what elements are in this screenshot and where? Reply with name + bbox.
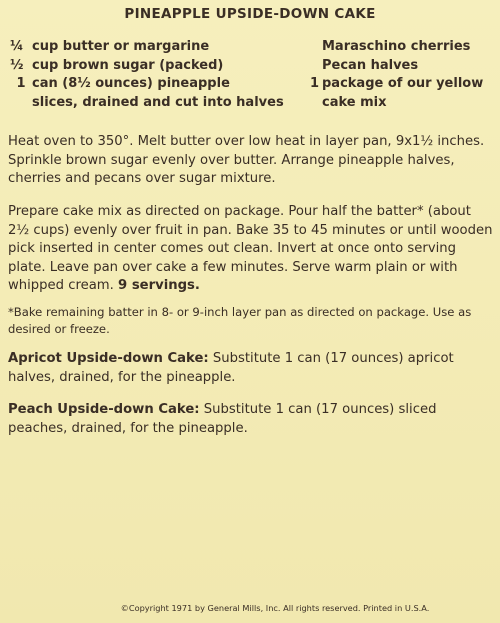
- ingredient-text: can (8½ ounces) pineapple: [32, 76, 230, 91]
- ingredient-item: [10, 75, 300, 94]
- ingredient-text: Maraschino cherries: [322, 39, 471, 54]
- servings: 9 servings.: [118, 278, 200, 293]
- ingredient-qty: 1: [310, 76, 320, 91]
- ingredient-qty: ¼: [10, 39, 24, 54]
- variation-name: Peach Upside-down Cake:: [8, 402, 200, 417]
- ingredient-text: slices, drained and cut into halves: [32, 94, 284, 110]
- ingredient-qty: ½: [10, 57, 24, 73]
- ingredient-item: [310, 94, 495, 113]
- ingredients-right: [310, 38, 495, 112]
- ingredient-text: cup brown sugar (packed): [32, 57, 224, 73]
- ingredients-left: [10, 38, 300, 112]
- ingredient-item: [310, 75, 495, 94]
- ingredient-item: [10, 94, 300, 113]
- variation-apricot: [8, 350, 494, 387]
- ingredient-text: cake mix: [322, 94, 387, 110]
- footnote: *Bake remaining batter in 8- or 9-inch layer pan as directed on package. Use as desired or freeze.: [8, 305, 472, 336]
- ingredient-item: [10, 38, 300, 57]
- ingredient-item: [310, 38, 495, 57]
- ingredient-text: package of our yellow: [322, 76, 484, 91]
- ingredient-text: cup butter or margarine: [32, 39, 210, 54]
- ingredient-qty: 1: [16, 76, 26, 91]
- variation-name: Apricot Upside-down Cake:: [8, 351, 209, 366]
- variation-peach: [8, 401, 494, 438]
- step-2-text: Prepare cake mix as directed on package. Pour half the batter* (about 2½ cups) evenly over fruit in pan. Bake 35 to 45 minutes or until wooden pick inserted in center comes out clean. Invert at once onto serving plate. Leave pan over cake a few minutes. Serve warm plain or with whipped cream.: [8, 204, 493, 293]
- recipe-title: PINEAPPLE UPSIDE-DOWN CAKE: [124, 6, 376, 22]
- step-1: Heat oven to 350°. Melt butter over low heat in layer pan, 9x1½ inches. Sprinkle brown sugar evenly over butter. Arrange pineapple halves, cherries and pecans over sugar mixture.: [8, 134, 485, 186]
- ingredient-item: [10, 57, 300, 76]
- variation-text: Substitute 1 can (17 ounces) sliced peaches, drained, for the pineapple.: [8, 402, 437, 436]
- ingredient-text: Pecan halves: [322, 57, 419, 73]
- variation-text: Substitute 1 can (17 ounces) apricot halves, drained, for the pineapple.: [8, 351, 454, 385]
- copyright-notice: ©Copyright 1971 by General Mills, Inc. All rights reserved. Printed in U.S.A.: [120, 603, 430, 613]
- ingredient-item: [310, 57, 495, 76]
- step-2: [8, 203, 494, 296]
